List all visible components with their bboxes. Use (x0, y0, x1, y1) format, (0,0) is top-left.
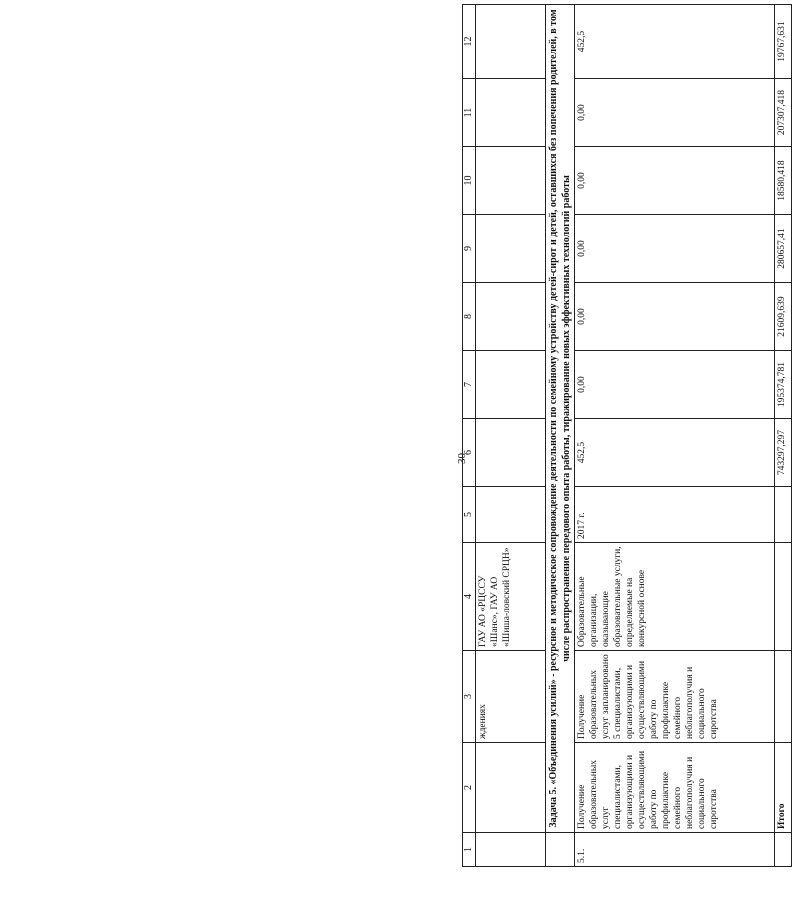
col-num: 5 (463, 487, 476, 543)
col-num: 1 (463, 833, 476, 867)
task-heading: Задача 5. «Объединения усилий» - ресурсное и методическое сопровождение деятельности по семейному устройству детей-сирот и детей, оставшихся без попечения родителей, в том числе распространение передового опыта работы, тиражирование новых эффективных технологий работы (546, 5, 575, 833)
col-num: 4 (463, 543, 476, 651)
table-row (575, 5, 775, 867)
value-cell: 452,5 (575, 419, 775, 487)
col-num: 9 (463, 215, 476, 283)
col-num: 3 (463, 651, 476, 743)
value-cell: 0,00 (575, 147, 775, 215)
total-value: 207307,418 (775, 79, 792, 147)
col-num: 11 (463, 79, 476, 147)
continued-cell-4: ГАУ АО «РЦССУ «Шанс», ГАУ АО «Шиша-ловский СРЦН» (476, 543, 546, 651)
task-row (546, 5, 575, 867)
total-value: 19767,631 (775, 5, 792, 79)
total-label: Итого (775, 743, 792, 833)
total-value: 195374,781 (775, 351, 792, 419)
period: 2017 г. (575, 487, 775, 543)
value-cell: 0,00 (575, 283, 775, 351)
continued-row (476, 5, 546, 867)
value-cell: 0,00 (575, 79, 775, 147)
total-row (775, 5, 792, 867)
executor: Образовательные организации, оказывающие образовательные услуги, определяемые на конкурсной основе (575, 543, 775, 651)
total-value: 280657,41 (775, 215, 792, 283)
col-num: 12 (463, 5, 476, 79)
value-cell: 452,5 (575, 5, 775, 79)
measure-name: Получение образовательных услуг специалистами, организующими и осуществляющими работу по профилактике семейного неблагополучия и социального сиротства (575, 743, 775, 833)
program-table (462, 4, 792, 867)
value-cell: 0,00 (575, 351, 775, 419)
page-number: 30 (456, 453, 468, 464)
column-number-row (463, 5, 476, 867)
row-number: 5.1. (575, 833, 775, 867)
col-num: 7 (463, 351, 476, 419)
col-num: 2 (463, 743, 476, 833)
col-num: 8 (463, 283, 476, 351)
col-num: 6 (463, 419, 476, 487)
continued-cell-3: ждениях (476, 651, 546, 743)
total-value: 743297,297 (775, 419, 792, 487)
value-cell: 0,00 (575, 215, 775, 283)
total-value: 21609,639 (775, 283, 792, 351)
col-num: 10 (463, 147, 476, 215)
expected-result: Получение образовательных услуг запланировано 5 специалистами, организующими и осуществляющими работу по профилактике семейного неблагополучия и социального сиротства (575, 651, 775, 743)
total-value: 18580,418 (775, 147, 792, 215)
